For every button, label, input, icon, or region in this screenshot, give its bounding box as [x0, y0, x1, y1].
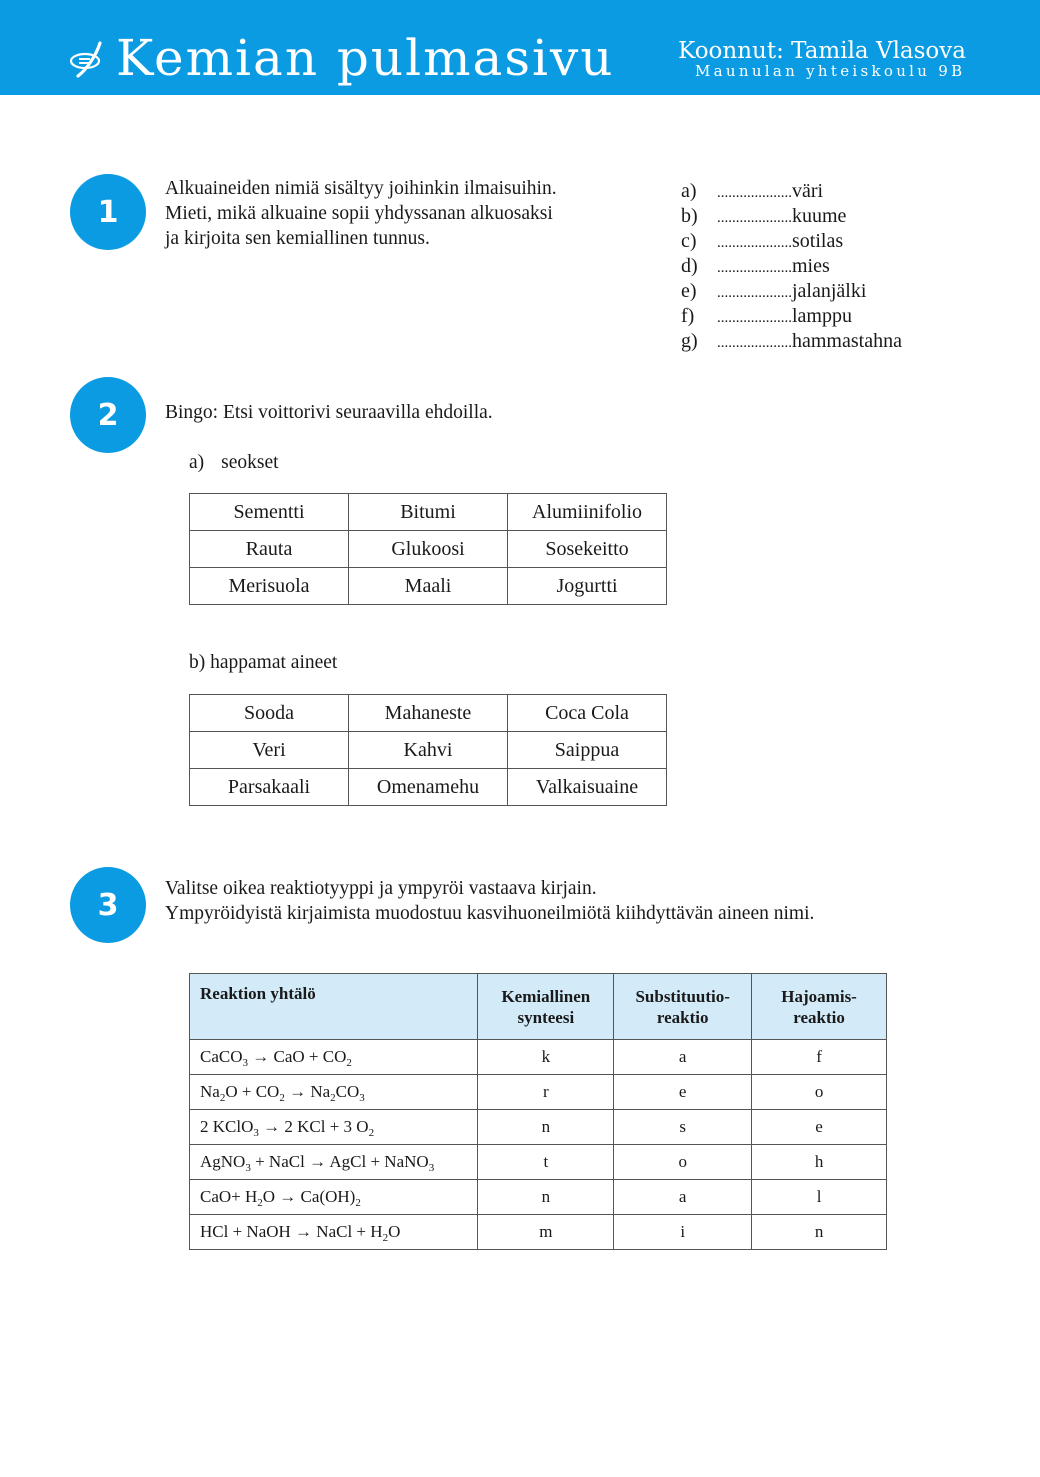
bingo-cell[interactable]: Glukoosi: [349, 531, 508, 568]
answer-letter-decomposition[interactable]: f: [752, 1040, 887, 1075]
q1-item[interactable]: a) ....................väri: [681, 180, 824, 202]
bingo-cell[interactable]: Rauta: [190, 531, 349, 568]
bingo-cell[interactable]: Alumiinifolio: [508, 494, 667, 531]
table-row: [190, 568, 667, 605]
equation-cell: $Na_2O + CO_2 \to Na_2CO_3$: [190, 1075, 478, 1110]
bingo-cell[interactable]: Maali: [349, 568, 508, 605]
q1-line: ja kirjoita sen kemiallinen tunnus.: [165, 228, 430, 249]
bingo-cell[interactable]: Kahvi: [349, 732, 508, 769]
bingo-grid-b: [189, 694, 667, 806]
column-header-synthesis: Kemiallinen synteesi: [478, 974, 614, 1040]
q1-answer-list: [681, 179, 902, 354]
table-row: [190, 1075, 887, 1110]
bingo-cell[interactable]: Sementti: [190, 494, 349, 531]
bingo-cell[interactable]: Sosekeitto: [508, 531, 667, 568]
table-row: [190, 769, 667, 806]
answer-letter-substitution[interactable]: a: [614, 1180, 752, 1215]
equation-cell: 2 KClO$_3$ → 2 KCl + 3 $O_2$: [190, 1110, 478, 1145]
answer-letter-synthesis[interactable]: m: [478, 1215, 614, 1250]
answer-letter-substitution[interactable]: s: [614, 1110, 752, 1145]
q2-part-b-label: b) happamat aineet: [189, 652, 338, 673]
q1-item[interactable]: b) ....................kuume: [681, 205, 847, 227]
bingo-cell[interactable]: Veri: [190, 732, 349, 769]
column-header-decomposition: Hajoamis- reaktio: [752, 974, 887, 1040]
q1-item[interactable]: f) ....................lamppu: [681, 305, 852, 327]
equation-cell: CaCO$_3$ → CaO + $CO_2$: [190, 1040, 478, 1075]
table-row: [190, 1110, 887, 1145]
answer-letter-synthesis[interactable]: t: [478, 1145, 614, 1180]
q1-item[interactable]: c) ....................sotilas: [681, 230, 844, 252]
answer-letter-substitution[interactable]: o: [614, 1145, 752, 1180]
table-row: [190, 1215, 887, 1250]
question-number-2: 2: [70, 377, 146, 453]
answer-letter-substitution[interactable]: e: [614, 1075, 752, 1110]
equation-cell: $CaO+ H_2O \to Ca(OH)_2$: [190, 1180, 478, 1215]
equation-cell: AgNO$_3$ + NaCl → AgCl + NaNO$_3$: [190, 1145, 478, 1180]
answer-letter-substitution[interactable]: i: [614, 1215, 752, 1250]
bingo-cell[interactable]: Saippua: [508, 732, 667, 769]
table-row: [190, 1040, 887, 1075]
reaction-table: [189, 973, 887, 1250]
answer-letter-synthesis[interactable]: n: [478, 1180, 614, 1215]
table-row: [190, 732, 667, 769]
answer-letter-substitution[interactable]: a: [614, 1040, 752, 1075]
atom-logo-icon: [70, 40, 104, 80]
q1-line: Alkuaineiden nimiä sisältyy joihinkin ilmaisuihin.: [165, 178, 557, 199]
question-number-3: 3: [70, 867, 146, 943]
table-row: [190, 494, 667, 531]
q1-line: Mieti, mikä alkuaine sopii yhdyssanan alkuosaksi: [165, 203, 553, 224]
answer-letter-decomposition[interactable]: n: [752, 1215, 887, 1250]
q2-part-a-label: a) seokset: [189, 452, 279, 473]
answer-letter-decomposition[interactable]: l: [752, 1180, 887, 1215]
bingo-cell[interactable]: Mahaneste: [349, 695, 508, 732]
column-header-equation: Reaktion yhtälö: [190, 974, 478, 1040]
reaction-table-body: [190, 1040, 887, 1250]
q1-item[interactable]: g) ....................hammastahna: [681, 330, 902, 352]
answer-letter-synthesis[interactable]: r: [478, 1075, 614, 1110]
page-header: [0, 0, 1040, 95]
table-row: [190, 1180, 887, 1215]
table-row: [190, 531, 667, 568]
bingo-cell[interactable]: Omenamehu: [349, 769, 508, 806]
equation-cell: HCl + NaOH → NaCl + $H_2O$: [190, 1215, 478, 1250]
q1-instructions: [165, 176, 557, 251]
bingo-cell[interactable]: Jogurtti: [508, 568, 667, 605]
column-header-substitution: Substituutio- reaktio: [614, 974, 752, 1040]
bingo-cell[interactable]: Bitumi: [349, 494, 508, 531]
answer-letter-synthesis[interactable]: k: [478, 1040, 614, 1075]
school-line: Maunulan yhteiskoulu 9B: [695, 62, 966, 80]
q1-item[interactable]: d) ....................mies: [681, 255, 830, 277]
q3-instructions: [165, 876, 814, 926]
answer-letter-decomposition[interactable]: e: [752, 1110, 887, 1145]
bingo-cell[interactable]: Parsakaali: [190, 769, 349, 806]
bingo-cell[interactable]: Merisuola: [190, 568, 349, 605]
q1-item[interactable]: e) ....................jalanjälki: [681, 280, 867, 302]
table-row: [190, 1145, 887, 1180]
q2-intro: Bingo: Etsi voittorivi seuraavilla ehdoilla.: [165, 402, 493, 423]
q3-line: Valitse oikea reaktiotyyppi ja ympyröi vastaava kirjain.: [165, 878, 597, 899]
bingo-cell[interactable]: Coca Cola: [508, 695, 667, 732]
answer-letter-synthesis[interactable]: n: [478, 1110, 614, 1145]
author-line: Koonnut: Tamila Vlasova: [678, 38, 966, 64]
table-row: [190, 695, 667, 732]
page-title: Kemian pulmasivu: [116, 29, 615, 87]
answer-letter-decomposition[interactable]: o: [752, 1075, 887, 1110]
q3-line: Ympyröidyistä kirjaimista muodostuu kasvihuoneilmiötä kiihdyttävän aineen nimi.: [165, 903, 815, 924]
bingo-grid-a: [189, 493, 667, 605]
bingo-cell[interactable]: Sooda: [190, 695, 349, 732]
bingo-cell[interactable]: Valkaisuaine: [508, 769, 667, 806]
table-header-row: [190, 974, 887, 1040]
question-number-1: 1: [70, 174, 146, 250]
answer-letter-decomposition[interactable]: h: [752, 1145, 887, 1180]
